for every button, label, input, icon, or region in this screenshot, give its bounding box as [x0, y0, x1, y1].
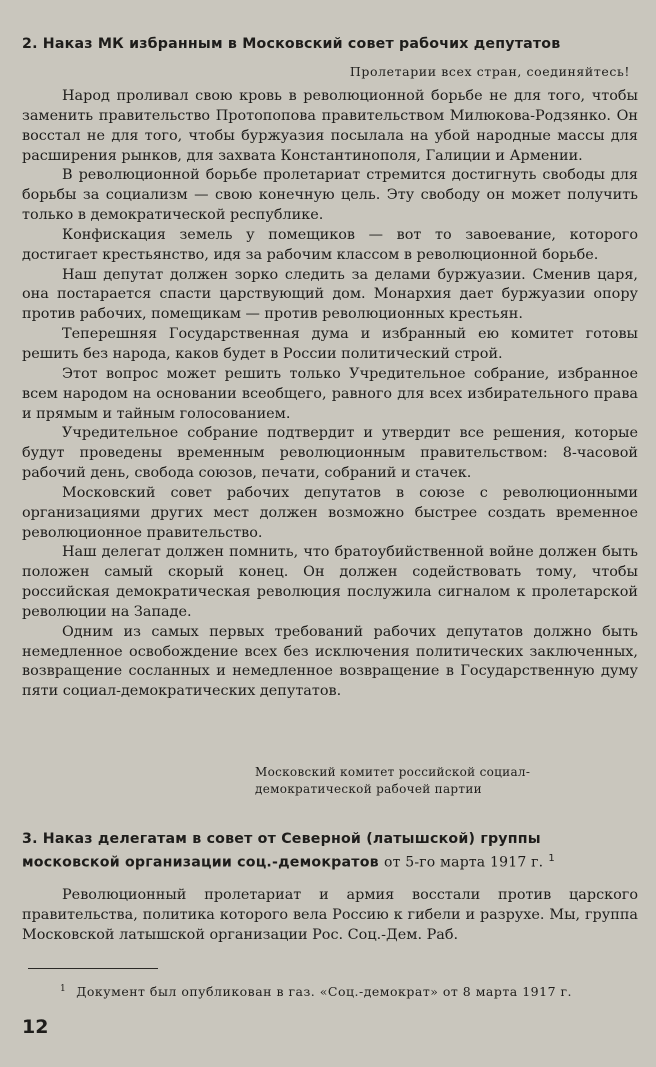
section-3-heading — [22, 829, 638, 873]
paragraph: Этот вопрос может решить только Учредительное собрание, избранное всем народом на основании всеобщего, равного для всех избирательного права и прямым и тайным голосованием. — [22, 365, 638, 422]
footnote-reference: 1 — [548, 853, 555, 864]
paragraph: Московский совет рабочих депутатов в союзе с революционными организациями других мест должен возможно быстрее создать временное революционное правительство. — [22, 484, 638, 541]
footnote — [60, 984, 620, 999]
paragraph: Народ проливал свою кровь в революционной борьбе не для того, чтобы заменить правительство Протопопова правительством Милюкова-Родзянко. Он восстал не для того, чтобы буржуазия посылала на убой народные массы для расширения рынков, для захвата Константинополя, Галиции и Армении. — [22, 88, 638, 164]
section-3-body — [22, 886, 638, 946]
paragraph: В революционной борьбе пролетариат стремится достигнуть свободы для борьбы за социализм — свою конечную цель. Эту свободу он может получить только в демократической республике. — [22, 167, 638, 224]
section-3-heading-title: 3. Наказ делегатам в совет от Северной (латышской) группы московской организации соц.-демократов — [22, 831, 541, 871]
footnote-marker: 1 — [60, 984, 67, 994]
footnote-text: Документ был опубликован в газ. «Соц.-демократ» от 8 марта 1917 г. — [76, 984, 573, 1000]
paragraph: Учредительное собрание подтвердит и утвердит все решения, которые будут проведены временным революционным правительством: 8-часовой рабочий день, свобода союзов, печати, собраний и стачек. — [22, 425, 638, 482]
paragraph: Теперешняя Государственная дума и избранный ею комитет готовы решить без народа, каков будет в России политический строй. — [22, 326, 638, 362]
paragraph: Конфискация земель у помещиков — вот то завоевание, которого достигает крестьянство, идя за рабочим классом в революционной борьбе. — [22, 226, 638, 263]
section-2-body — [22, 87, 638, 702]
footnote-divider — [28, 968, 158, 969]
section-3-heading-date: от 5-го марта 1917 г. — [383, 854, 544, 871]
section-2-signature: Московский комитет российской социал-демократической рабочей партии — [255, 765, 531, 796]
page-number: 12 — [22, 1016, 49, 1038]
paragraph: Наш депутат должен зорко следить за делами буржуазии. Сменив царя, она постарается спасти царствующий дом. Монархия дает буржуазии опору против рабочих, помещикам — против революционных крестьян. — [22, 266, 638, 323]
paragraph: Одним из самых первых требований рабочих депутатов должно быть немедленное освобождение всех без исключения политических заключенных, возвращение сосланных и немедленное возвращение в Государственную думу пяти социал-демократических депутатов. — [22, 623, 638, 700]
paragraph: Революционный пролетариат и армия восстали против царского правительства, политика которого вела Россию к гибели и разрухе. Мы, группа Московской латышской организации Рос. Соц.-Дем. Раб. — [22, 887, 638, 943]
section-2-heading: 2. Наказ МК избранным в Московский совет рабочих депутатов — [22, 36, 561, 52]
section-2-motto: Пролетарии всех стран, соединяйтесь! — [349, 64, 630, 79]
paragraph: Наш делегат должен помнить, что братоубийственной войне должен быть положен самый скорый конец. Он должен содействовать тому, чтобы российская демократическая революция послужила сигналом к пролетарской революции на Западе. — [22, 544, 638, 620]
